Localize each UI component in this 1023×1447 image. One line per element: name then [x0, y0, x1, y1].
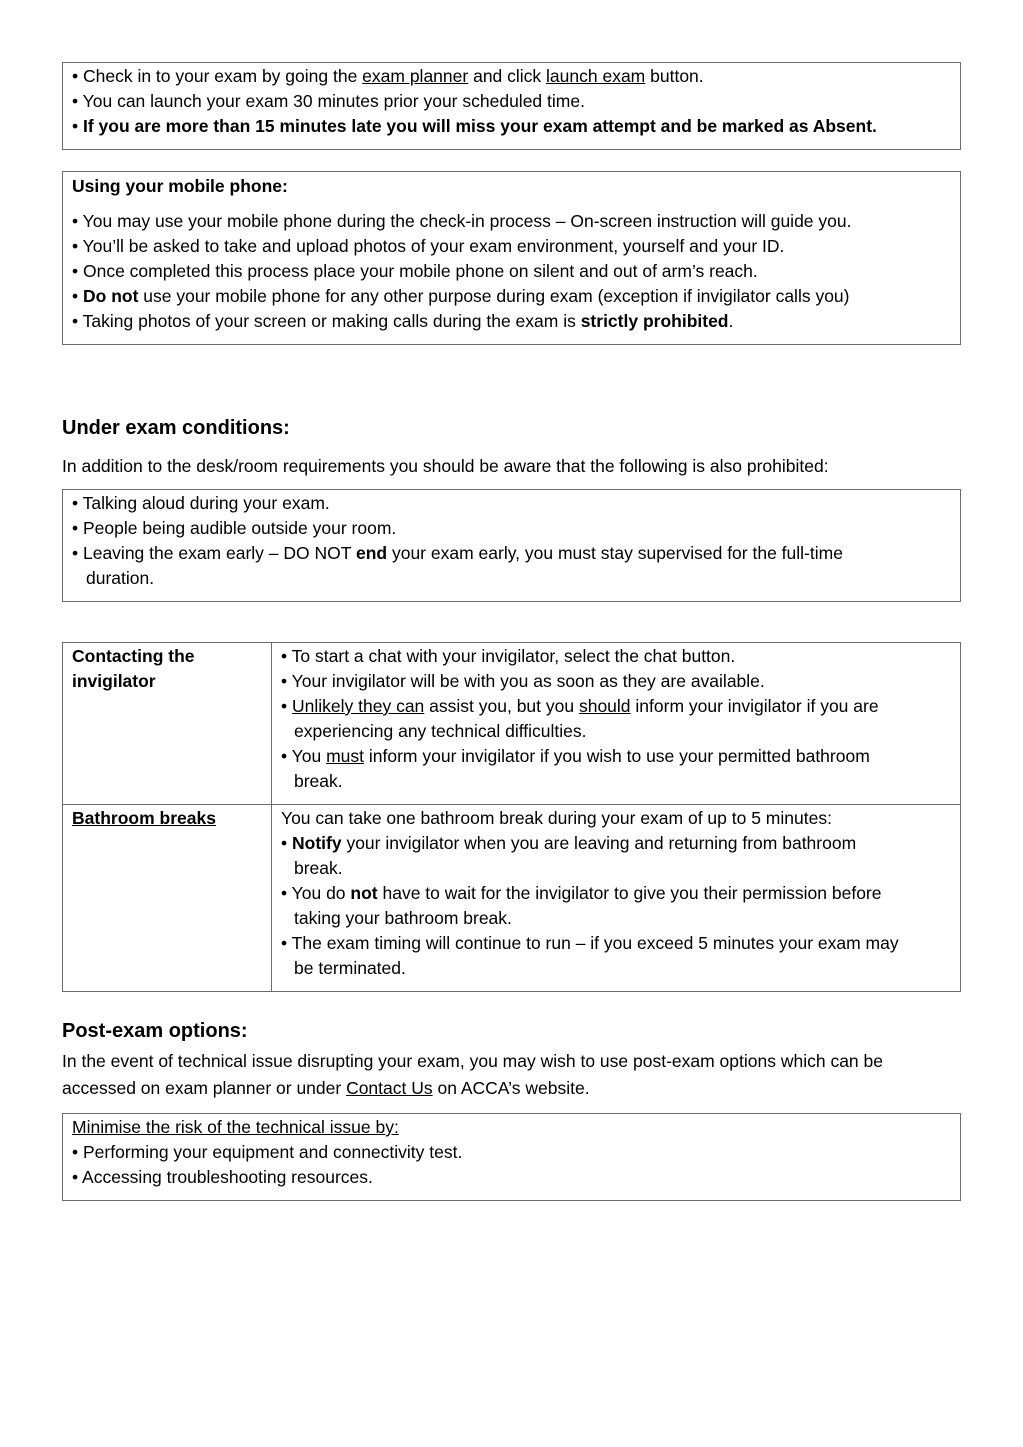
- bullet: •: [72, 286, 83, 306]
- bathroom-line-2-cont: taking your bathroom break.: [294, 908, 512, 928]
- minimise-line-1: • Performing your equipment and connectivity test.: [72, 1142, 463, 1162]
- invigilator-table: [62, 642, 961, 992]
- end-text: end: [355, 543, 388, 563]
- bathroom-line-2-text: • You do: [281, 883, 351, 903]
- strictly-prohibited-text: strictly prohibited: [580, 311, 729, 331]
- bathroom-line-1-rest: your invigilator when you are leaving and returning from bathroom: [341, 833, 857, 853]
- bathroom-line-2-rest: have to wait for the invigilator to give you their permission before: [377, 883, 882, 903]
- bathroom-line-0: You can take one bathroom break during your exam of up to 5 minutes:: [281, 808, 832, 828]
- prohibited-line-3: [72, 541, 843, 566]
- bathroom-line-1: [281, 831, 856, 856]
- contact-line-3-end: inform your invigilator if you are: [630, 696, 879, 716]
- exam-conditions-heading: Under exam conditions:: [62, 417, 290, 439]
- check-in-text-3: button.: [645, 66, 704, 86]
- contact-line-4-rest: inform your invigilator if you wish to use your permitted bathroom: [364, 746, 870, 766]
- bathroom-breaks-label: [72, 806, 216, 831]
- contact-line-3: [281, 694, 879, 719]
- exam-conditions-intro: In addition to the desk/room requirements you should be aware that the following is also prohibited:: [62, 456, 829, 476]
- mobile-line-4-rest: use your mobile phone for any other purpose during exam (exception if invigilator calls you): [138, 286, 850, 306]
- prohibited-line-3-cont: duration.: [86, 568, 155, 588]
- post-exam-para-2: [62, 1075, 590, 1102]
- mobile-phone-title-text: Using your mobile phone:: [72, 176, 288, 196]
- bullet: •: [72, 116, 83, 136]
- late-warning-line: [72, 114, 877, 139]
- check-in-line: [72, 64, 704, 89]
- post-exam-heading: Post-exam options:: [62, 1020, 248, 1042]
- check-in-text-2: and click: [468, 66, 547, 86]
- column-divider: [271, 643, 272, 991]
- bathroom-line-1-cont: break.: [294, 858, 343, 878]
- minimise-risk-box: [62, 1113, 961, 1201]
- post-exam-para-1: In the event of technical issue disrupting your exam, you may wish to use post-exam options which can be: [62, 1051, 883, 1071]
- bathroom-breaks-label-text: Bathroom breaks: [72, 808, 216, 828]
- contact-line-2: • Your invigilator will be with you as soon as they are available.: [281, 671, 765, 691]
- period: .: [728, 311, 734, 331]
- contact-line-3-mid: assist you, but you: [424, 696, 579, 716]
- prohibited-line-3-text: • Leaving the exam early – DO NOT: [72, 543, 356, 563]
- check-in-box: [62, 62, 961, 150]
- mobile-line-2: • You’ll be asked to take and upload photos of your exam environment, yourself and your ID.: [72, 236, 785, 256]
- bullet: •: [281, 833, 292, 853]
- prohibited-line-2: • People being audible outside your room.: [72, 518, 397, 538]
- mobile-phone-box: [62, 171, 961, 345]
- bathroom-line-2: [281, 881, 882, 906]
- unlikely-text: Unlikely they can: [292, 696, 425, 716]
- contacting-label-text: Contacting the: [72, 646, 195, 666]
- mobile-line-5-text: • Taking photos of your screen or making calls during the exam is: [72, 311, 581, 331]
- contacting-label: [72, 644, 195, 669]
- bathroom-line-3: • The exam timing will continue to run – if you exceed 5 minutes your exam may: [281, 933, 899, 953]
- should-text: should: [578, 696, 631, 716]
- post-exam-para-2-text: accessed on exam planner or under: [62, 1078, 347, 1098]
- mobile-line-3: • Once completed this process place your mobile phone on silent and out of arm’s reach.: [72, 261, 758, 281]
- notify-text: Notify: [292, 833, 342, 853]
- exam-planner-link[interactable]: exam planner: [362, 66, 469, 86]
- do-not-text: Do not: [83, 286, 139, 306]
- contact-line-4: [281, 744, 870, 769]
- contact-line-1: • To start a chat with your invigilator, select the chat button.: [281, 646, 736, 666]
- contact-line-3-cont: experiencing any technical difficulties.: [294, 721, 587, 741]
- mobile-line-1: • You may use your mobile phone during the check-in process – On-screen instruction will guide you.: [72, 211, 852, 231]
- post-exam-para-2-rest: on ACCA’s website.: [432, 1078, 590, 1098]
- minimise-risk-title-text: Minimise the risk of the technical issue by:: [72, 1117, 399, 1137]
- minimise-risk-title: [72, 1115, 399, 1140]
- invigilator-label-text: invigilator: [72, 671, 156, 691]
- late-warning-text: If you are more than 15 minutes late you will miss your exam attempt and be marked as Absent.: [83, 116, 877, 136]
- prohibited-line-1: • Talking aloud during your exam.: [72, 493, 330, 513]
- bullet: •: [281, 696, 292, 716]
- row-divider: [63, 804, 960, 805]
- launch-exam-link[interactable]: launch exam: [546, 66, 646, 86]
- launch-time-line: • You can launch your exam 30 minutes prior your scheduled time.: [72, 91, 585, 111]
- contact-us-link[interactable]: Contact Us: [346, 1078, 433, 1098]
- bathroom-line-3-cont: be terminated.: [294, 958, 406, 978]
- mobile-line-4: [72, 284, 849, 309]
- not-text: not: [350, 883, 378, 903]
- mobile-line-5: [72, 309, 733, 334]
- must-text: must: [326, 746, 365, 766]
- prohibited-line-3-rest: your exam early, you must stay supervised for the full-time: [387, 543, 843, 563]
- contact-line-4-cont: break.: [294, 771, 343, 791]
- minimise-line-2: • Accessing troubleshooting resources.: [72, 1167, 373, 1187]
- contact-line-4-text: • You: [281, 746, 327, 766]
- check-in-text: • Check in to your exam by going the: [72, 66, 363, 86]
- prohibited-box: [62, 489, 961, 602]
- invigilator-label: [72, 669, 156, 694]
- mobile-phone-title: [72, 174, 288, 199]
